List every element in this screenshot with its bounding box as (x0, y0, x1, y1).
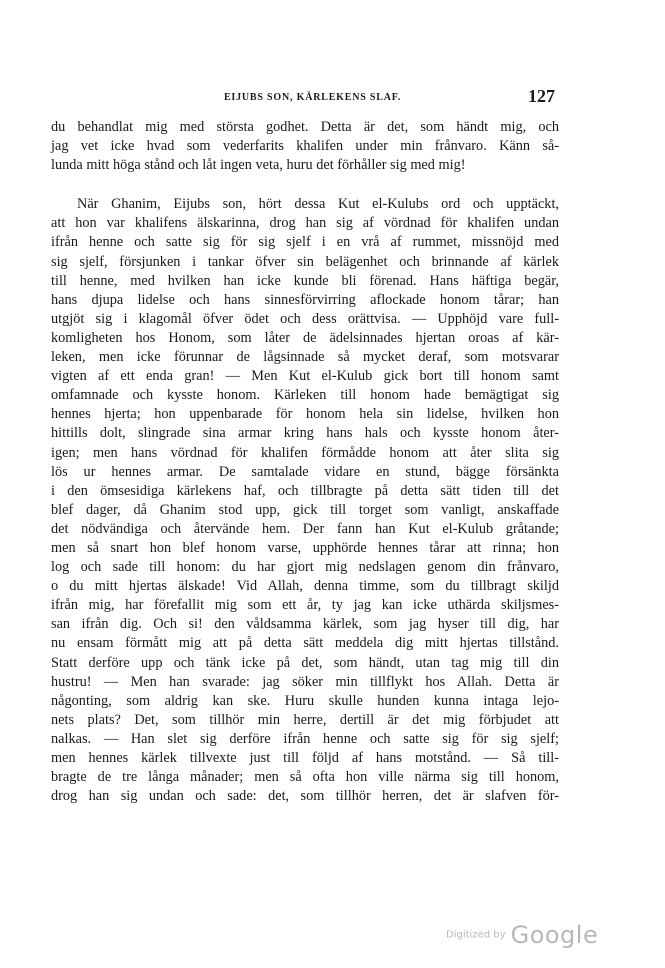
text-line: log och sade till honom: du har gjort mig nedslagen genom din frånvaro, (51, 559, 559, 576)
running-head: EIJUBS SON, KÄRLEKENS SLAF. (223, 92, 402, 103)
page-number: 127 (528, 86, 555, 106)
paragraph-gap (51, 175, 559, 195)
text-line: o du mitt hjertas älskade! Vid Allah, denna timme, som du tillbragt skiljd (51, 578, 559, 595)
text-line: det nödvändiga och återvände hem. Der fann han Kut el-Kulub gråtande; (51, 520, 559, 537)
text-line: i den ömsesidiga kärlekens haf, och tillbragte på detta sätt tiden till det (51, 482, 559, 499)
text-line: hans djupa lidelse och hans sinnesförvirring aflockade honom tårar; han (51, 291, 559, 308)
text-line: hittills dolt, slingrade sina armar kring hans hals och kysste honom åter- (51, 425, 559, 442)
text-line: komligheten hos Honom, som låter de ädelsinnades hjertan oroas af kär- (51, 329, 559, 346)
watermark-brand: Google (510, 921, 599, 949)
paragraph-main (51, 195, 559, 806)
text-line: vigten af ett enda gran! — Men Kut el-Kulub gick bort till honom samt (51, 368, 559, 385)
page-header (60, 86, 565, 110)
text-line: nalkas. — Han slet sig derföre ifrån henne och satte sig för sig sjelf; (51, 730, 559, 747)
text-line: utgjöt sig i klagomål öfver ödet och dess orättvisa. — Upphöjd vare full- (51, 310, 559, 327)
body-text (51, 118, 559, 806)
text-line: omfamnade och kysste honom. Kärleken till honom hade bemägtigat sig (51, 387, 559, 404)
text-line: ifrån mig, har förefallit mig som ett år, ty jag kan icke uthärda skiljsmes- (51, 597, 559, 614)
text-line: Statt derföre upp och tänk icke på det, som händt, utan tag mig till din (51, 654, 559, 671)
text-line: När Ghanim, Eijubs son, hört dessa Kut el-Kulubs ord och upptäckt, (77, 196, 559, 213)
text-line: bragte de tre långa månader; men så ofta hon ville närma sig till honom, (51, 769, 559, 786)
text-line: du behandlat mig med största godhet. Detta är det, som händt mig, och (51, 119, 559, 135)
text-line: någonting, som aldrig kan ske. Huru skulle hunden kunna intaga lejo- (51, 692, 559, 709)
text-line: att hon var khalifens älskarinna, drog han sig af vördnad för khalifen undan (51, 215, 559, 232)
text-line: hennes hjerta; hon uppenbarade för honom hela sin lidelse, hvilken hon (51, 406, 559, 423)
text-line: san ifrån dig. Och si! den våldsamma kärlek, som jag hyser till dig, har (51, 616, 559, 633)
text-line: men så snart hon blef honom varse, upphörde hennes tårar att rinna; hon (51, 539, 559, 556)
watermark-prefix: Digitized by (446, 929, 506, 941)
text-line: blef dager, då Ghanim stod upp, gick till torget som vanligt, anskaffade (51, 501, 559, 518)
text-line: ifrån henne och satte sig för sig sjelf i en vrå af rummet, missnöjd med (51, 234, 559, 251)
text-line: nets plats? Det, som tillhör min herre, dertill är det mig förbjudet att (51, 711, 559, 728)
text-line: drog han sig undan och sade: det, som tillhör herren, det är slafven för- (51, 788, 559, 805)
text-line: jag vet icke hvad som vederfarits khalifen under min frånvaro. Känn så- (51, 138, 559, 155)
text-line: sig sjelf, försjunken i tankar öfver sin belägenhet och brinnande af kärlek (51, 253, 559, 270)
text-line: lös ur hennes armar. De samtalade vidare en stund, bägge försänkta (51, 463, 559, 480)
text-line: nu ensam förmått mig att på detta sätt meddela dig mitt hjertas tillstånd. (51, 635, 559, 652)
text-line: men hennes kärlek tillvexte just till följd af hans motstånd. — Så till- (51, 750, 559, 766)
text-line: till henne, med hvilken han icke kunde bli förenad. Hans häftiga begär, (51, 272, 559, 289)
text-line: igen; men hans vördnad för khalifen förmådde honom att åter slita sig (51, 444, 559, 461)
paragraph-continuation (51, 118, 559, 175)
text-line: hustru! — Men han svarade: jag söker min tillflykt hos Allah. Detta är (51, 673, 559, 690)
text-line: lunda mitt höga stånd och låt ingen veta, huru det förhåller sig med mig! (51, 157, 466, 174)
digitized-watermark (446, 921, 598, 949)
text-line: leken, men icke förunnar de lågsinnade så mycket deraf, som motsvarar (51, 349, 559, 366)
